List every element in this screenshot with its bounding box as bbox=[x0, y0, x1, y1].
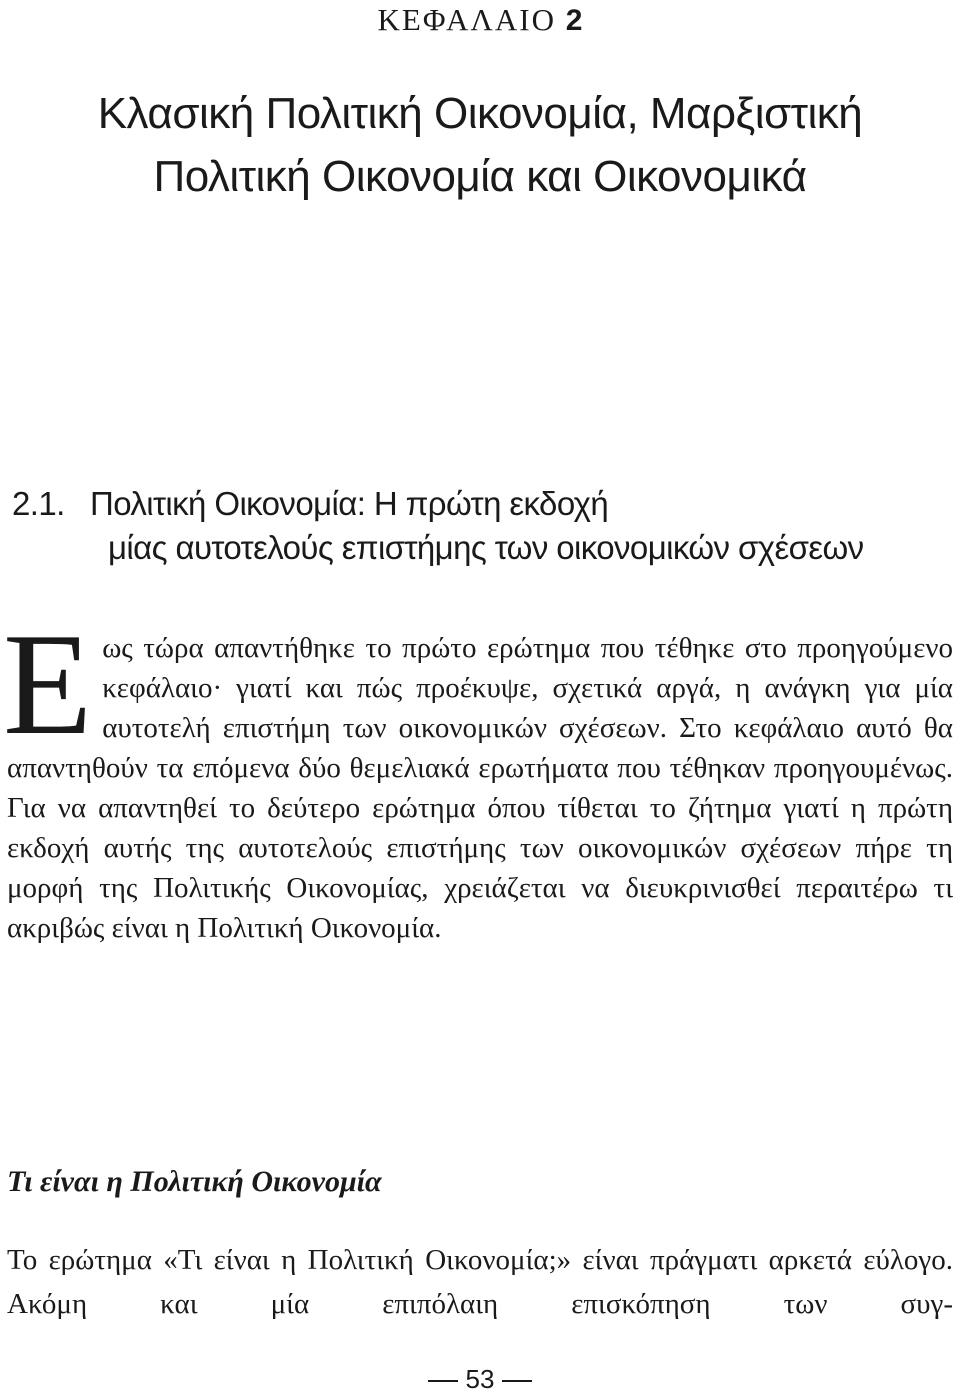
page-number-dash-right bbox=[502, 1380, 532, 1382]
chapter-label bbox=[0, 2, 960, 39]
chapter-word: ΚΕΦΑΛΑΙΟ bbox=[377, 2, 557, 37]
section-number: 2.1. bbox=[12, 485, 65, 522]
intro-paragraph bbox=[3, 603, 953, 948]
drop-cap: Ε bbox=[3, 603, 93, 765]
page-number-value: 53 bbox=[465, 1364, 495, 1394]
section-heading-line-1 bbox=[12, 482, 960, 526]
intro-text: ως τώρα απαντήθηκε το πρώτο ερώτημα που τέθηκε στο προηγούμενο κεφάλαιο· γιατί και πώς προέκυψε, σχετικά αργά, η ανάγκη για μία αυτοτελή επιστήμη των οικονομικών σχέσεων. Στο κεφάλαιο αυτό θα απαντηθούν τα επόμενα δύο θεμελιακά ερωτήματα που τέθηκαν προηγουμένως. Για να απαντηθεί το δεύτερο ερώτημα όπου τίθεται το ζήτημα γιατί η πρώτη εκδοχή αυτής της αυτοτελούς επιστήμης των οικονομικών σχέσεων πήρε τη μορφή της Πολιτικής Οικονομίας, χρειάζεται να διευκρινισθεί περαιτέρω τι ακριβώς είναι η Πολιτική Οικονομία. bbox=[7, 632, 953, 944]
section-title-line-1: Πολιτική Οικονομία: Η πρώτη εκδοχή bbox=[90, 485, 609, 522]
chapter-title-line-2: Πολιτική Οικονομία και Οικονομικά bbox=[153, 152, 807, 201]
chapter-title bbox=[0, 82, 960, 208]
subsection-title: Τι είναι η Πολιτική Οικονομία bbox=[7, 1165, 382, 1198]
page-number-dash-left bbox=[428, 1380, 458, 1382]
page-number bbox=[0, 1364, 960, 1394]
subsection-text: Το ερώτημα «Τι είναι η Πολιτική Οικονομία;» είναι πράγματι αρκετά εύλογο. Ακόμη και μία επιπόλαιη επισκόπηση των συγ- bbox=[7, 1244, 953, 1320]
subsection-paragraph bbox=[7, 1238, 953, 1326]
chapter-title-line-1: Κλασική Πολιτική Οικονομία, Μαρξιστική bbox=[97, 89, 863, 138]
section-title-line-2: μίας αυτοτελούς επιστήμης των οικονομικών σχέσεων bbox=[108, 529, 864, 566]
section-heading bbox=[12, 482, 960, 570]
chapter-number: 2 bbox=[565, 4, 583, 37]
